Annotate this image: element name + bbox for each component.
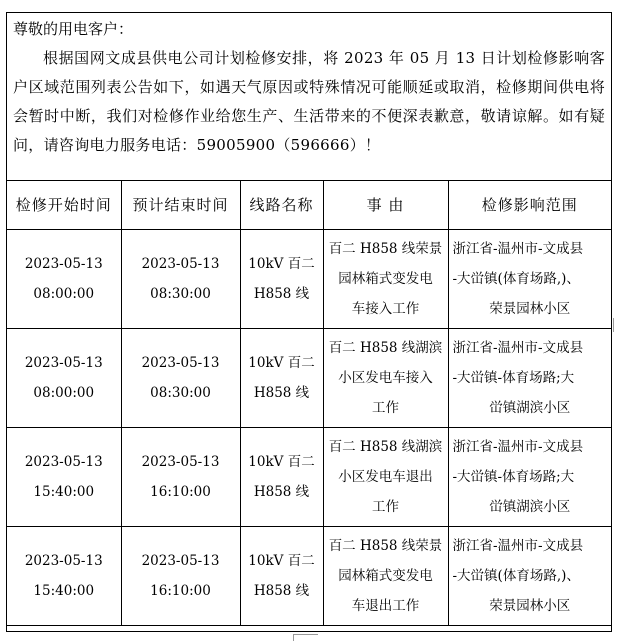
scope-line: 浙江省-温州市-文成县 — [452, 538, 584, 554]
header-scope: 检修影响范围 — [448, 181, 611, 230]
start-clock: 15:40:00 — [33, 484, 95, 500]
header-end-time: 预计结束时间 — [121, 181, 240, 230]
table-row — [7, 329, 611, 428]
reason-line: 车退出工作 — [351, 598, 420, 614]
reason-line: 园林箱式变发电 — [338, 568, 433, 584]
scope-line: 峃镇湖滨小区 — [489, 499, 571, 515]
end-clock: 16:10:00 — [150, 484, 211, 500]
table-row — [7, 230, 611, 329]
line-name-cell — [240, 428, 323, 527]
start-date: 2023-05-13 — [24, 454, 103, 470]
start-date: 2023-05-13 — [24, 256, 103, 272]
scope-line: -大峃镇(体育场路,)、 — [452, 271, 580, 287]
line-name-part: 10kV 百二 — [248, 454, 315, 470]
scope-line: 浙江省-温州市-文成县 — [452, 241, 584, 257]
scope-line: 峃镇湖滨小区 — [489, 400, 571, 416]
reason-line: 小区发电车接入 — [338, 370, 433, 386]
end-clock: 16:10:00 — [150, 583, 211, 599]
scope-line: -大峃镇-体育场路;大 — [452, 469, 575, 485]
line-name-part: 10kV 百二 — [248, 355, 315, 371]
start-clock: 15:40:00 — [33, 583, 95, 599]
end-date: 2023-05-13 — [141, 355, 220, 371]
line-name-part: H858 线 — [253, 583, 310, 599]
end-clock: 08:30:00 — [150, 385, 211, 401]
end-date: 2023-05-13 — [141, 553, 220, 569]
reason-cell — [323, 230, 448, 329]
table-row — [7, 527, 611, 626]
scope-cell — [448, 230, 611, 329]
reason-cell — [323, 428, 448, 527]
reason-line: 车接入工作 — [351, 301, 420, 317]
reason-line: 小区发电车退出 — [338, 469, 433, 485]
scope-line: 浙江省-温州市-文成县 — [452, 439, 584, 455]
reason-line: 工作 — [372, 499, 399, 515]
start-clock: 08:00:00 — [33, 286, 95, 302]
start-date: 2023-05-13 — [24, 355, 103, 371]
end-date: 2023-05-13 — [141, 454, 220, 470]
notice-paragraph: 根据国网文成县供电公司计划检修安排，将 2023 年 05 月 13 日计划检修影响客户区域范围列表公告如下，如遇天气原因或特殊情况可能顺延或取消，检修期间供电将会暂时中断，我们对检修作业给您生产、生活带来的不便深表歉意，敬请谅解。如有疑问，请咨询电力服务电话：59005900（596666）！ — [13, 49, 605, 154]
reason-line: 园林箱式变发电 — [338, 271, 433, 287]
scope-line: 浙江省-温州市-文成县 — [452, 340, 584, 356]
reason-line: 百二 H858 线湖滨 — [328, 439, 443, 455]
end-date: 2023-05-13 — [141, 256, 220, 272]
line-name-part: 10kV 百二 — [248, 553, 315, 569]
start-clock: 08:00:00 — [33, 385, 95, 401]
line-name-part: H858 线 — [253, 286, 310, 302]
reason-line: 百二 H858 线荣景 — [328, 538, 443, 554]
line-name-cell — [240, 329, 323, 428]
end-time-cell — [121, 428, 240, 527]
scope-line: -大峃镇(体育场路,)、 — [452, 568, 580, 584]
header-start-time: 检修开始时间 — [7, 181, 121, 230]
scroll-edge-marker — [613, 318, 618, 332]
scope-cell — [448, 527, 611, 626]
header-line-name: 线路名称 — [240, 181, 323, 230]
reason-cell — [323, 527, 448, 626]
scope-cell — [448, 428, 611, 527]
end-clock: 08:30:00 — [150, 286, 211, 302]
end-time-cell — [121, 230, 240, 329]
table-row — [7, 428, 611, 527]
line-name-part: H858 线 — [253, 484, 310, 500]
scope-cell — [448, 329, 611, 428]
outage-notice-document — [6, 12, 612, 632]
start-time-cell — [7, 428, 121, 527]
start-time-cell — [7, 230, 121, 329]
scope-line: 荣景园林小区 — [489, 598, 571, 614]
line-name-part: H858 线 — [253, 385, 310, 401]
end-time-cell — [121, 329, 240, 428]
header-reason: 事 由 — [323, 181, 448, 230]
table-header-row — [7, 181, 611, 230]
greeting: 尊敬的用电客户： — [13, 20, 134, 38]
notice-text-block — [7, 13, 611, 181]
reason-line: 工作 — [372, 400, 399, 416]
scope-line: 荣景园林小区 — [489, 301, 571, 317]
line-name-cell — [240, 527, 323, 626]
reason-line: 百二 H858 线荣景 — [328, 241, 443, 257]
start-date: 2023-05-13 — [24, 553, 103, 569]
start-time-cell — [7, 329, 121, 428]
line-name-part: 10kV 百二 — [248, 256, 315, 272]
line-name-cell — [240, 230, 323, 329]
maintenance-schedule-table — [7, 181, 611, 626]
start-time-cell — [7, 527, 121, 626]
reason-cell — [323, 329, 448, 428]
reason-line: 百二 H858 线湖滨 — [328, 340, 443, 356]
end-time-cell — [121, 527, 240, 626]
scope-line: -大峃镇-体育场路;大 — [452, 370, 575, 386]
